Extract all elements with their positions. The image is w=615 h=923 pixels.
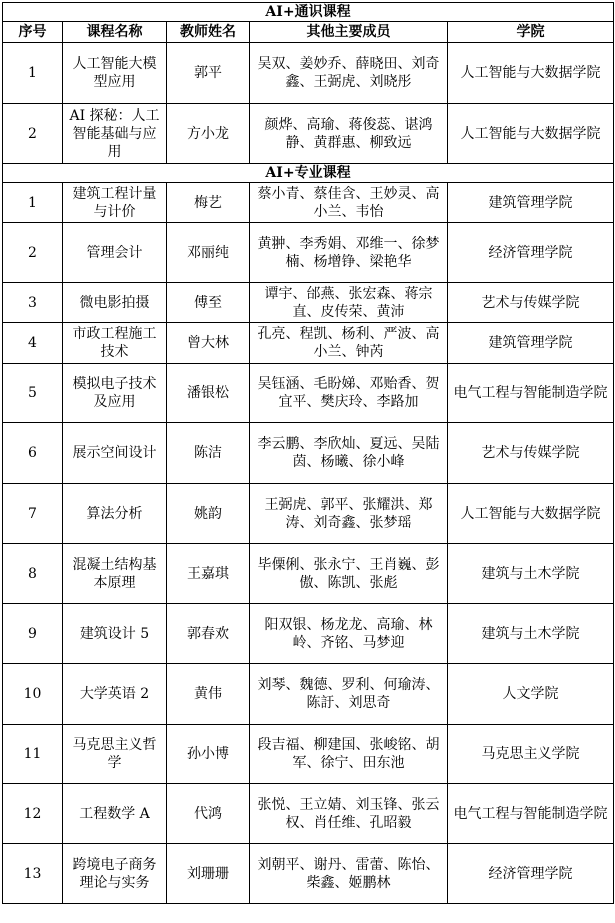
row-number: 6 xyxy=(3,423,63,484)
teacher-name: 孙小博 xyxy=(167,725,250,784)
course-name: 工程数学 A xyxy=(63,784,167,844)
header-no: 序号 xyxy=(3,22,63,43)
members: 阳双银、杨龙龙、高瑜、林岭、齐铭、马梦迎 xyxy=(250,604,448,664)
members: 毕傈俐、张永宁、王肖巍、彭傲、陈凯、张彪 xyxy=(250,544,448,604)
table-row xyxy=(3,544,614,604)
members: 刘琴、魏德、罗利、何瑜涛、陈訏、刘思奇 xyxy=(250,664,448,725)
row-number: 3 xyxy=(3,283,63,323)
table-row xyxy=(3,104,614,164)
members: 刘朝平、谢丹、雷蕾、陈怡、柴鑫、姬鹏林 xyxy=(250,844,448,904)
header-course: 课程名称 xyxy=(63,22,167,43)
teacher-name: 黄伟 xyxy=(167,664,250,725)
teacher-name: 姚韵 xyxy=(167,484,250,544)
members: 谭宇、邰燕、张宏森、蒋宗直、皮传荣、黄沛 xyxy=(250,283,448,323)
members: 黄翀、李秀娟、邓维一、徐梦楠、杨增铮、梁艳华 xyxy=(250,223,448,283)
college: 艺术与传媒学院 xyxy=(448,423,614,484)
row-number: 11 xyxy=(3,725,63,784)
course-name: AI 探秘：人工智能基础与应用 xyxy=(63,104,167,164)
row-number: 5 xyxy=(3,364,63,423)
row-number: 2 xyxy=(3,104,63,164)
course-name: 大学英语 2 xyxy=(63,664,167,725)
row-number: 9 xyxy=(3,604,63,664)
college: 建筑与土木学院 xyxy=(448,544,614,604)
header-college: 学院 xyxy=(448,22,614,43)
header-teacher: 教师姓名 xyxy=(167,22,250,43)
teacher-name: 曾大林 xyxy=(167,323,250,364)
section-title: AI+通识课程 xyxy=(3,3,614,22)
table-row xyxy=(3,604,614,664)
members: 吴钰涵、毛盼娣、邓贻香、贺宜平、樊庆玲、李路加 xyxy=(250,364,448,423)
members: 颜烨、高瑜、蒋俊蕊、谌鸿静、黄群惠、柳致远 xyxy=(250,104,448,164)
course-name: 建筑工程计量与计价 xyxy=(63,183,167,223)
teacher-name: 刘珊珊 xyxy=(167,844,250,904)
members: 王弼虎、郭平、张耀洪、郑涛、刘奇鑫、张梦瑶 xyxy=(250,484,448,544)
table-row xyxy=(3,664,614,725)
teacher-name: 邓丽纯 xyxy=(167,223,250,283)
row-number: 4 xyxy=(3,323,63,364)
table-row xyxy=(3,423,614,484)
college: 建筑管理学院 xyxy=(448,323,614,364)
header-members: 其他主要成员 xyxy=(250,22,448,43)
table-row xyxy=(3,784,614,844)
college: 马克思主义学院 xyxy=(448,725,614,784)
table-row xyxy=(3,323,614,364)
section-title: AI+专业课程 xyxy=(3,164,614,183)
teacher-name: 郭平 xyxy=(167,43,250,104)
table-row xyxy=(3,283,614,323)
course-name: 市政工程施工技术 xyxy=(63,323,167,364)
course-name: 模拟电子技术及应用 xyxy=(63,364,167,423)
row-number: 13 xyxy=(3,844,63,904)
teacher-name: 郭春欢 xyxy=(167,604,250,664)
teacher-name: 王嘉琪 xyxy=(167,544,250,604)
members: 李云鹏、李欣灿、夏远、吴陆茵、杨曦、徐小峰 xyxy=(250,423,448,484)
college: 建筑与土木学院 xyxy=(448,604,614,664)
teacher-name: 代鸿 xyxy=(167,784,250,844)
college: 人工智能与大数据学院 xyxy=(448,484,614,544)
table-row xyxy=(3,223,614,283)
row-number: 10 xyxy=(3,664,63,725)
course-name: 跨境电子商务理论与实务 xyxy=(63,844,167,904)
teacher-name: 傅至 xyxy=(167,283,250,323)
row-number: 7 xyxy=(3,484,63,544)
header-row xyxy=(3,22,614,43)
members: 孔亮、程凯、杨利、严波、高小兰、钟芮 xyxy=(250,323,448,364)
course-name: 管理会计 xyxy=(63,223,167,283)
row-number: 2 xyxy=(3,223,63,283)
course-table xyxy=(2,2,614,904)
members: 蔡小青、蔡佳含、王妙灵、高小兰、韦怡 xyxy=(250,183,448,223)
row-number: 1 xyxy=(3,43,63,104)
table-row xyxy=(3,43,614,104)
table-row xyxy=(3,725,614,784)
members: 段吉福、柳建国、张峻铭、胡军、徐宁、田东池 xyxy=(250,725,448,784)
teacher-name: 方小龙 xyxy=(167,104,250,164)
table-row xyxy=(3,364,614,423)
row-number: 12 xyxy=(3,784,63,844)
course-name: 马克思主义哲学 xyxy=(63,725,167,784)
college: 经济管理学院 xyxy=(448,223,614,283)
course-name: 展示空间设计 xyxy=(63,423,167,484)
college: 人工智能与大数据学院 xyxy=(448,43,614,104)
college: 人文学院 xyxy=(448,664,614,725)
course-name: 微电影拍摄 xyxy=(63,283,167,323)
college: 经济管理学院 xyxy=(448,844,614,904)
teacher-name: 陈洁 xyxy=(167,423,250,484)
course-table-body xyxy=(3,3,614,904)
row-number: 8 xyxy=(3,544,63,604)
members: 张悦、王立婧、刘玉锋、张云权、肖任维、孔昭毅 xyxy=(250,784,448,844)
section-title-row xyxy=(3,164,614,183)
table-row xyxy=(3,844,614,904)
members: 吴双、姜妙乔、薛晓田、刘奇鑫、王弼虎、刘晓彤 xyxy=(250,43,448,104)
section-title-row xyxy=(3,3,614,22)
teacher-name: 潘银松 xyxy=(167,364,250,423)
teacher-name: 梅艺 xyxy=(167,183,250,223)
table-row xyxy=(3,183,614,223)
college: 艺术与传媒学院 xyxy=(448,283,614,323)
course-name: 算法分析 xyxy=(63,484,167,544)
college: 电气工程与智能制造学院 xyxy=(448,364,614,423)
course-name: 人工智能大模型应用 xyxy=(63,43,167,104)
college: 人工智能与大数据学院 xyxy=(448,104,614,164)
row-number: 1 xyxy=(3,183,63,223)
course-name: 建筑设计 5 xyxy=(63,604,167,664)
course-name: 混凝土结构基本原理 xyxy=(63,544,167,604)
college: 建筑管理学院 xyxy=(448,183,614,223)
college: 电气工程与智能制造学院 xyxy=(448,784,614,844)
table-row xyxy=(3,484,614,544)
